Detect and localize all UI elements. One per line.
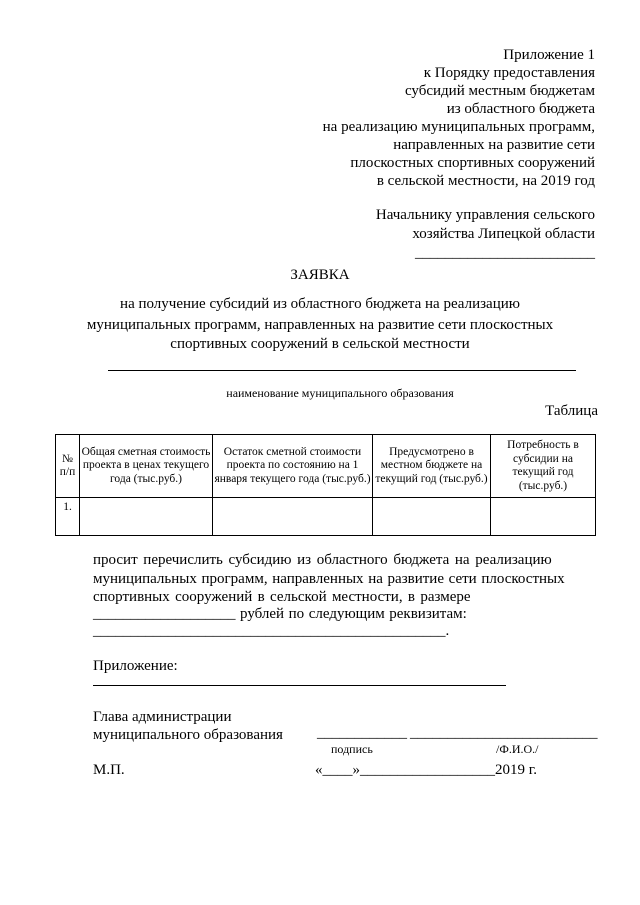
addressee-blank: ________________________	[415, 245, 595, 261]
cell-subsidy-need	[491, 498, 596, 536]
appendix-line: плоскостных спортивных сооружений	[350, 155, 595, 171]
date-line: «____»__________________2019 г.	[315, 762, 537, 778]
seal-label: М.П.	[93, 762, 125, 778]
subject-line: муниципальных программ, направленных на развитие сети плоскостных	[86, 317, 554, 333]
attachment-label: Приложение:	[93, 658, 178, 674]
head-title: Глава администрации	[93, 709, 232, 725]
attachment-line	[93, 685, 506, 686]
document-title: ЗАЯВКА	[290, 267, 350, 283]
header-subsidy-need: Потребность в субсидии на текущий год (тыс.руб.)	[491, 435, 596, 498]
header-total-cost: Общая сметная стоимость проекта в ценах текущего года (тыс.руб.)	[80, 435, 213, 498]
municipality-line	[108, 370, 576, 371]
appendix-line: на реализацию муниципальных программ,	[322, 119, 595, 135]
signature-blank: ____________	[317, 725, 407, 741]
addressee-line: Начальнику управления сельского	[375, 207, 595, 223]
request-line: _______________________________________________.	[93, 623, 450, 639]
cell-remaining-cost	[213, 498, 373, 536]
cell-total-cost	[80, 498, 213, 536]
appendix-line: субсидий местным бюджетам	[404, 83, 595, 99]
subject-line: спортивных сооружений в сельской местности	[170, 336, 470, 352]
addressee-line: хозяйства Липецкой области	[412, 226, 595, 242]
subsidy-table	[55, 434, 596, 536]
municipality-caption: наименование муниципального образования	[226, 386, 454, 400]
appendix-line: направленных на развитие сети	[393, 137, 595, 153]
appendix-line: в сельской местности, на 2019 год	[376, 173, 595, 189]
appendix-line: к Порядку предоставления	[423, 65, 595, 81]
table-header-row	[56, 435, 596, 498]
request-line: просит перечислить субсидию из областного бюджета на реализацию	[93, 552, 552, 568]
header-remaining-cost: Остаток сметной стоимости проекта по состоянию на 1 января текущего года (тыс.руб.)	[213, 435, 373, 498]
head-title: муниципального образования	[93, 727, 283, 743]
name-caption: /Ф.И.О./	[496, 742, 539, 756]
header-number: № п/п	[56, 435, 80, 498]
table-label: Таблица	[545, 403, 598, 419]
cell-number: 1.	[56, 498, 80, 536]
subject-line: на получение субсидий из областного бюджета на реализацию	[120, 296, 520, 312]
cell-local-budget	[373, 498, 491, 536]
request-line: ___________________ рублей по следующим реквизитам:	[93, 606, 467, 622]
header-local-budget: Предусмотрено в местном бюджете на текущий год (тыс.руб.)	[373, 435, 491, 498]
request-line: спортивных сооружений в сельской местности, в размере	[93, 589, 471, 605]
table-row	[56, 498, 596, 536]
signature-caption: подпись	[331, 742, 373, 756]
name-blank: _________________________	[410, 725, 598, 741]
appendix-line: из областного бюджета	[446, 101, 595, 117]
request-line: муниципальных программ, направленных на развитие сети плоскостных	[93, 571, 565, 587]
appendix-line: Приложение 1	[503, 47, 595, 63]
